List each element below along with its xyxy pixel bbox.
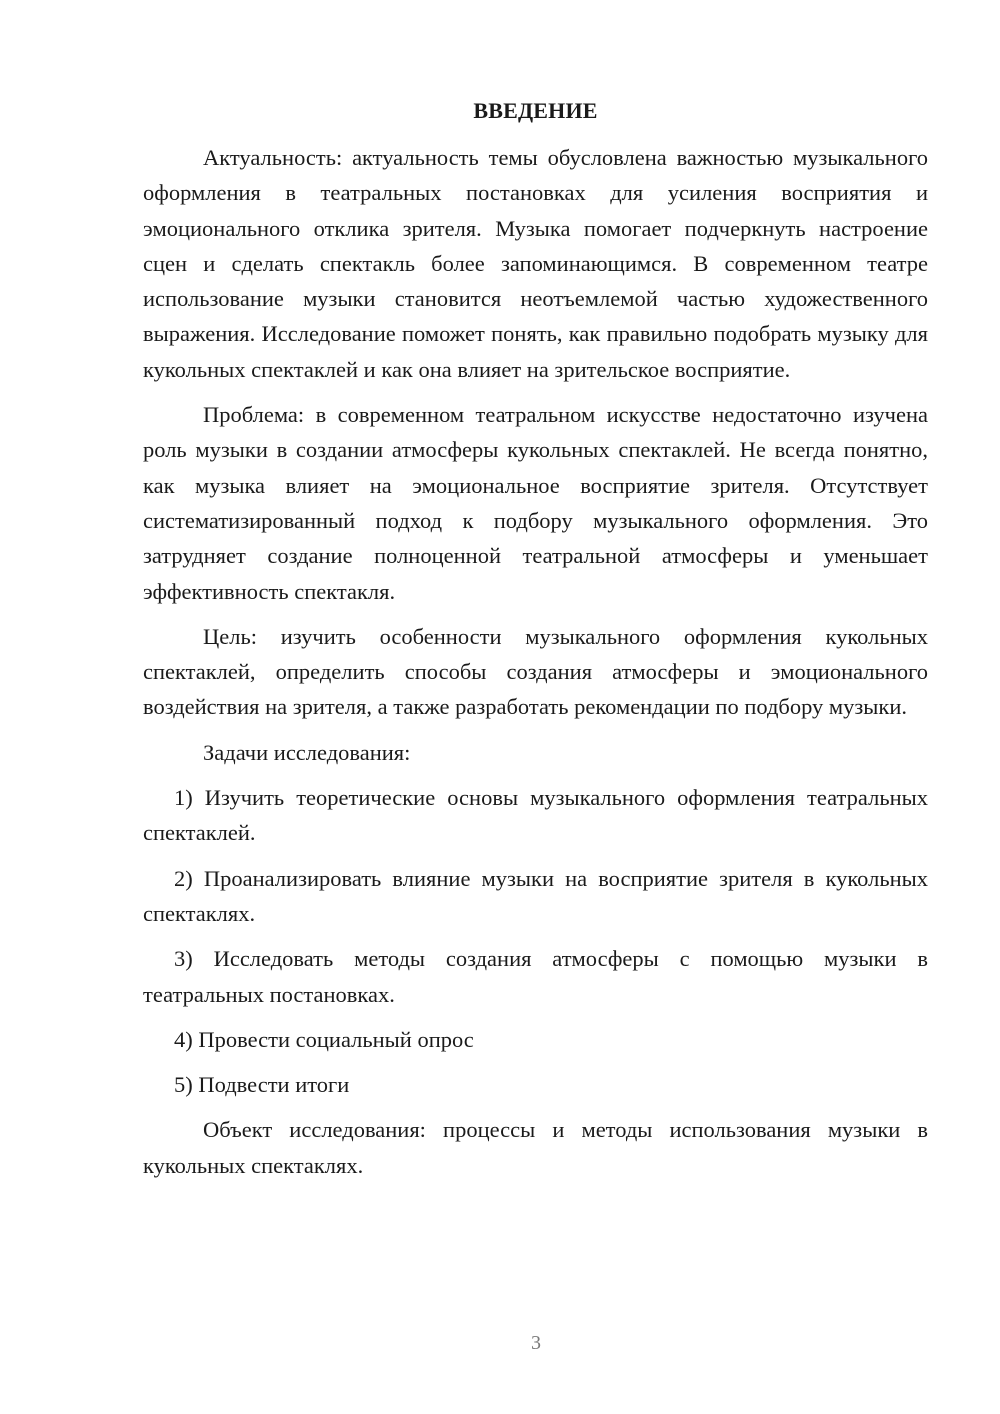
task-item-4: 4) Провести социальный опрос bbox=[174, 1026, 474, 1052]
page-content bbox=[143, 93, 928, 1193]
tasks-heading: Задачи исследования: bbox=[203, 739, 411, 765]
task-item-2: 2) Проанализировать влияние музыки на восприятие зрителя в кукольных спектаклях. bbox=[143, 865, 928, 926]
paragraph-goal: Цель: изучить особенности музыкального оформления кукольных спектаклей, определить способы создания атмосферы и эмоционального воздействия на зрителя, а также разработать рекомендации по подбору музыки. bbox=[143, 623, 928, 720]
paragraph-problem: Проблема: в современном театральном искусстве недостаточно изучена роль музыки в создании атмосферы кукольных спектаклей. Не всегда понятно, как музыка влияет на эмоциональное восприятие зрителя. Отсутствует систематизированный подход к подбору музыкального оформления. Это затрудняет создание полноценной театральной атмосферы и уменьшает эффективность спектакля. bbox=[143, 402, 928, 604]
page-number: 3 bbox=[531, 1332, 541, 1354]
task-item-5: 5) Подвести итоги bbox=[174, 1072, 350, 1098]
task-item-3: 3) Исследовать методы создания атмосферы с помощью музыки в театральных постановках. bbox=[143, 946, 928, 1007]
paragraph-object: Объект исследования: процессы и методы использования музыки в кукольных спектаклях. bbox=[143, 1117, 928, 1178]
paragraph-relevance: Актуальность: актуальность темы обусловлена важностью музыкального оформления в театральных постановках для усиления восприятия и эмоционального отклика зрителя. Музыка помогает подчеркнуть настроение сцен и сделать спектакль более запоминающимся. В современном театре использование музыки становится неотъемлемой частью художественного выражения. Исследование поможет понять, как правильно подобрать музыку для кукольных спектаклей и как она влияет на зрительское восприятие. bbox=[143, 145, 928, 382]
page-title: ВВЕДЕНИЕ bbox=[473, 98, 598, 123]
task-item-1: 1) Изучить теоретические основы музыкального оформления театральных спектаклей. bbox=[143, 785, 928, 846]
